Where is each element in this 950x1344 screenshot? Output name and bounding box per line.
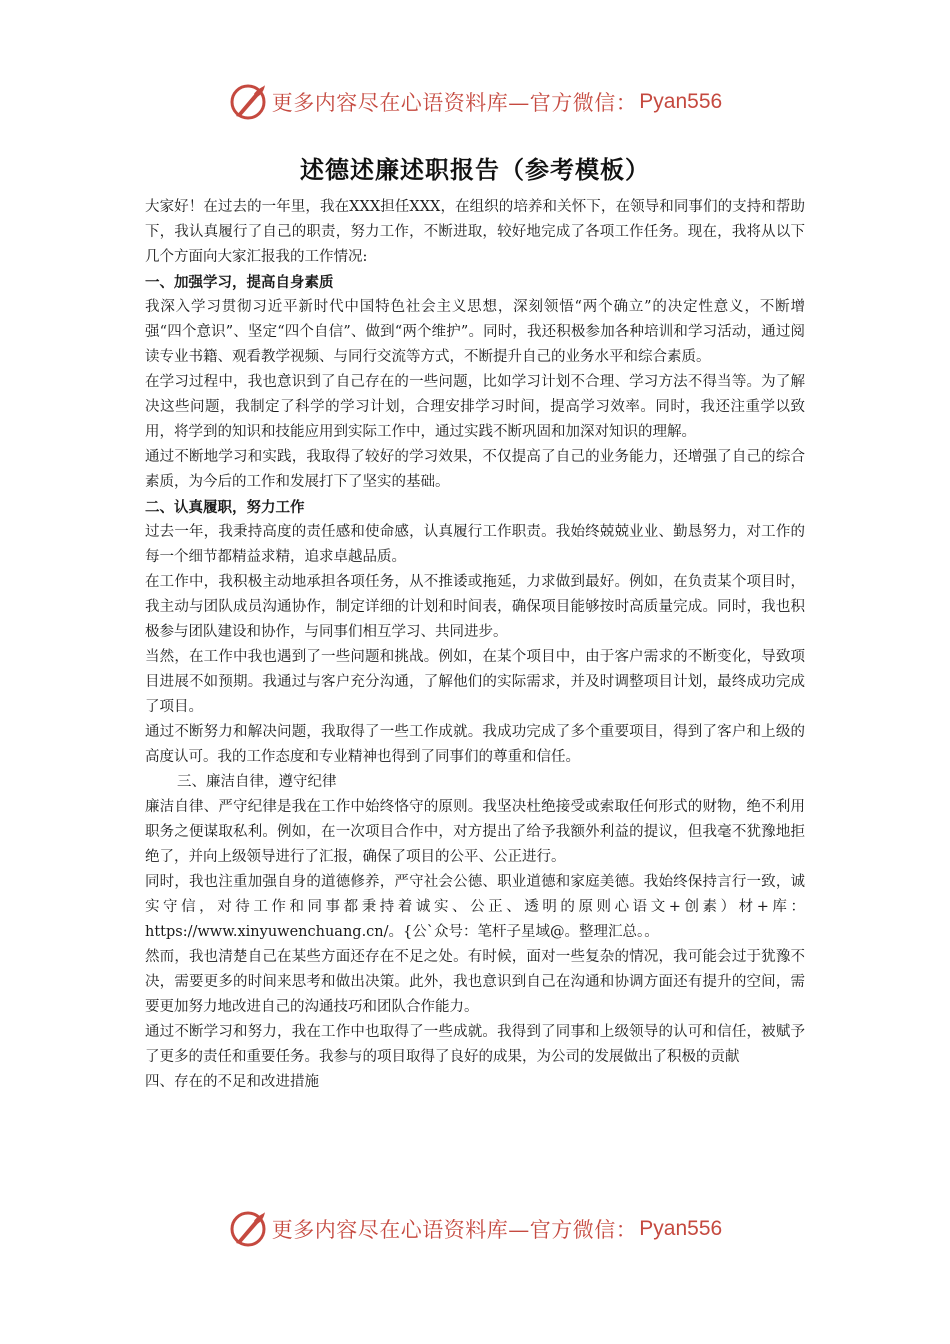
section-heading: 三、廉洁自律，遵守纪律 xyxy=(177,774,337,790)
watermark-text: 更多内容尽在心语资料库—官方微信： xyxy=(271,1218,638,1242)
section-heading: 四、存在的不足和改进措施 xyxy=(145,1074,319,1090)
quill-pen-logo-icon xyxy=(228,82,268,122)
watermark-text: 更多内容尽在心语资料库—官方微信： xyxy=(271,91,638,115)
watermark-wechat-id: Pyan556 xyxy=(639,1217,723,1240)
paragraph: 我深入学习贯彻习近平新时代中国特色社会主义思想，深刻领悟“两个确立”的决定性意义，不断增强“四个意识”、坚定“四个自信”、做到“两个维护”。同时，我还积极参加各种培训和学习活动，通过阅读专业书籍、观看教学视频、与同行交流等方式，不断提升自己的业务水平和综合素质。 xyxy=(145,299,805,365)
paragraph: 同时，我也注重加强自身的道德修养，严守社会公德、职业道德和家庭美德。我始终保持言行一致，诚实守信，对待工作和同事都秉持着诚实、公正、透明的原则心语文+创素）材+库：https://www.xinyuwenchuang.cn/。{公`众号：笔杆子星域@。整理汇总。。 xyxy=(145,874,805,940)
top-watermark-banner xyxy=(0,80,950,124)
watermark-wechat-id: Pyan556 xyxy=(639,90,723,113)
paragraph: 然而，我也清楚自己在某些方面还存在不足之处。有时候，面对一些复杂的情况，我可能会过于犹豫不决，需要更多的时间来思考和做出决策。此外，我也意识到自己在沟通和协调方面还有提升的空间，需要更加努力地改进自己的沟通技巧和团队合作能力。 xyxy=(145,949,805,1015)
paragraph: 廉洁自律、严守纪律是我在工作中始终恪守的原则。我坚决杜绝接受或索取任何形式的财物，绝不利用职务之便谋取私利。例如，在一次项目合作中，对方提出了给予我额外利益的提议，但我毫不犹豫地拒绝了，并向上级领导进行了汇报，确保了项目的公平、公正进行。 xyxy=(145,799,805,865)
section-heading: 二、认真履职，努力工作 xyxy=(145,499,305,516)
paragraph: 在工作中，我积极主动地承担各项任务，从不推诿或拖延，力求做到最好。例如，在负责某个项目时，我主动与团队成员沟通协作，制定详细的计划和时间表，确保项目能够按时高质量完成。同时，我也积极参与团队建设和协作，与同事们相互学习、共同进步。 xyxy=(145,574,805,640)
paragraph: 通过不断学习和努力，我在工作中也取得了一些成就。我得到了同事和上级领导的认可和信任，被赋予了更多的责任和重要任务。我参与的项目取得了良好的成果，为公司的发展做出了积极的贡献 xyxy=(145,1024,805,1065)
bottom-watermark-banner xyxy=(0,1207,950,1251)
paragraph: 大家好！在过去的一年里，我在XXX担任XXX，在组织的培养和关怀下，在领导和同事们的支持和帮助下，我认真履行了自己的职责，努力工作，不断进取，较好地完成了各项工作任务。现在，我将从以下几个方面向大家汇报我的工作情况: xyxy=(145,199,805,265)
document-title: 述德述廉述职报告（参考模板） xyxy=(300,155,650,184)
paragraph: 当然，在工作中我也遇到了一些问题和挑战。例如，在某个项目中，由于客户需求的不断变化，导致项目进展不如预期。我通过与客户充分沟通，了解他们的实际需求，并及时调整项目计划，最终成功完成了项目。 xyxy=(145,649,805,715)
paragraph: 过去一年，我秉持高度的责任感和使命感，认真履行工作职责。我始终兢兢业业、勤恳努力，对工作的每一个细节都精益求精，追求卓越品质。 xyxy=(145,524,805,565)
section-heading: 一、加强学习，提高自身素质 xyxy=(145,274,334,291)
paragraph: 通过不断努力和解决问题，我取得了一些工作成就。我成功完成了多个重要项目，得到了客户和上级的高度认可。我的工作态度和专业精神也得到了同事们的尊重和信任。 xyxy=(145,724,805,765)
quill-pen-logo-icon xyxy=(228,1209,268,1249)
paragraph: 在学习过程中，我也意识到了自己存在的一些问题，比如学习计划不合理、学习方法不得当等。为了解决这些问题，我制定了科学的学习计划，合理安排学习时间，提高学习效率。同时，我还注重学以致用，将学到的知识和技能应用到实际工作中，通过实践不断巩固和加深对知识的理解。 xyxy=(145,374,805,440)
document-body xyxy=(145,195,805,1095)
paragraph: 通过不断地学习和实践，我取得了较好的学习效果，不仅提高了自己的业务能力，还增强了自己的综合素质，为今后的工作和发展打下了坚实的基础。 xyxy=(145,449,805,490)
